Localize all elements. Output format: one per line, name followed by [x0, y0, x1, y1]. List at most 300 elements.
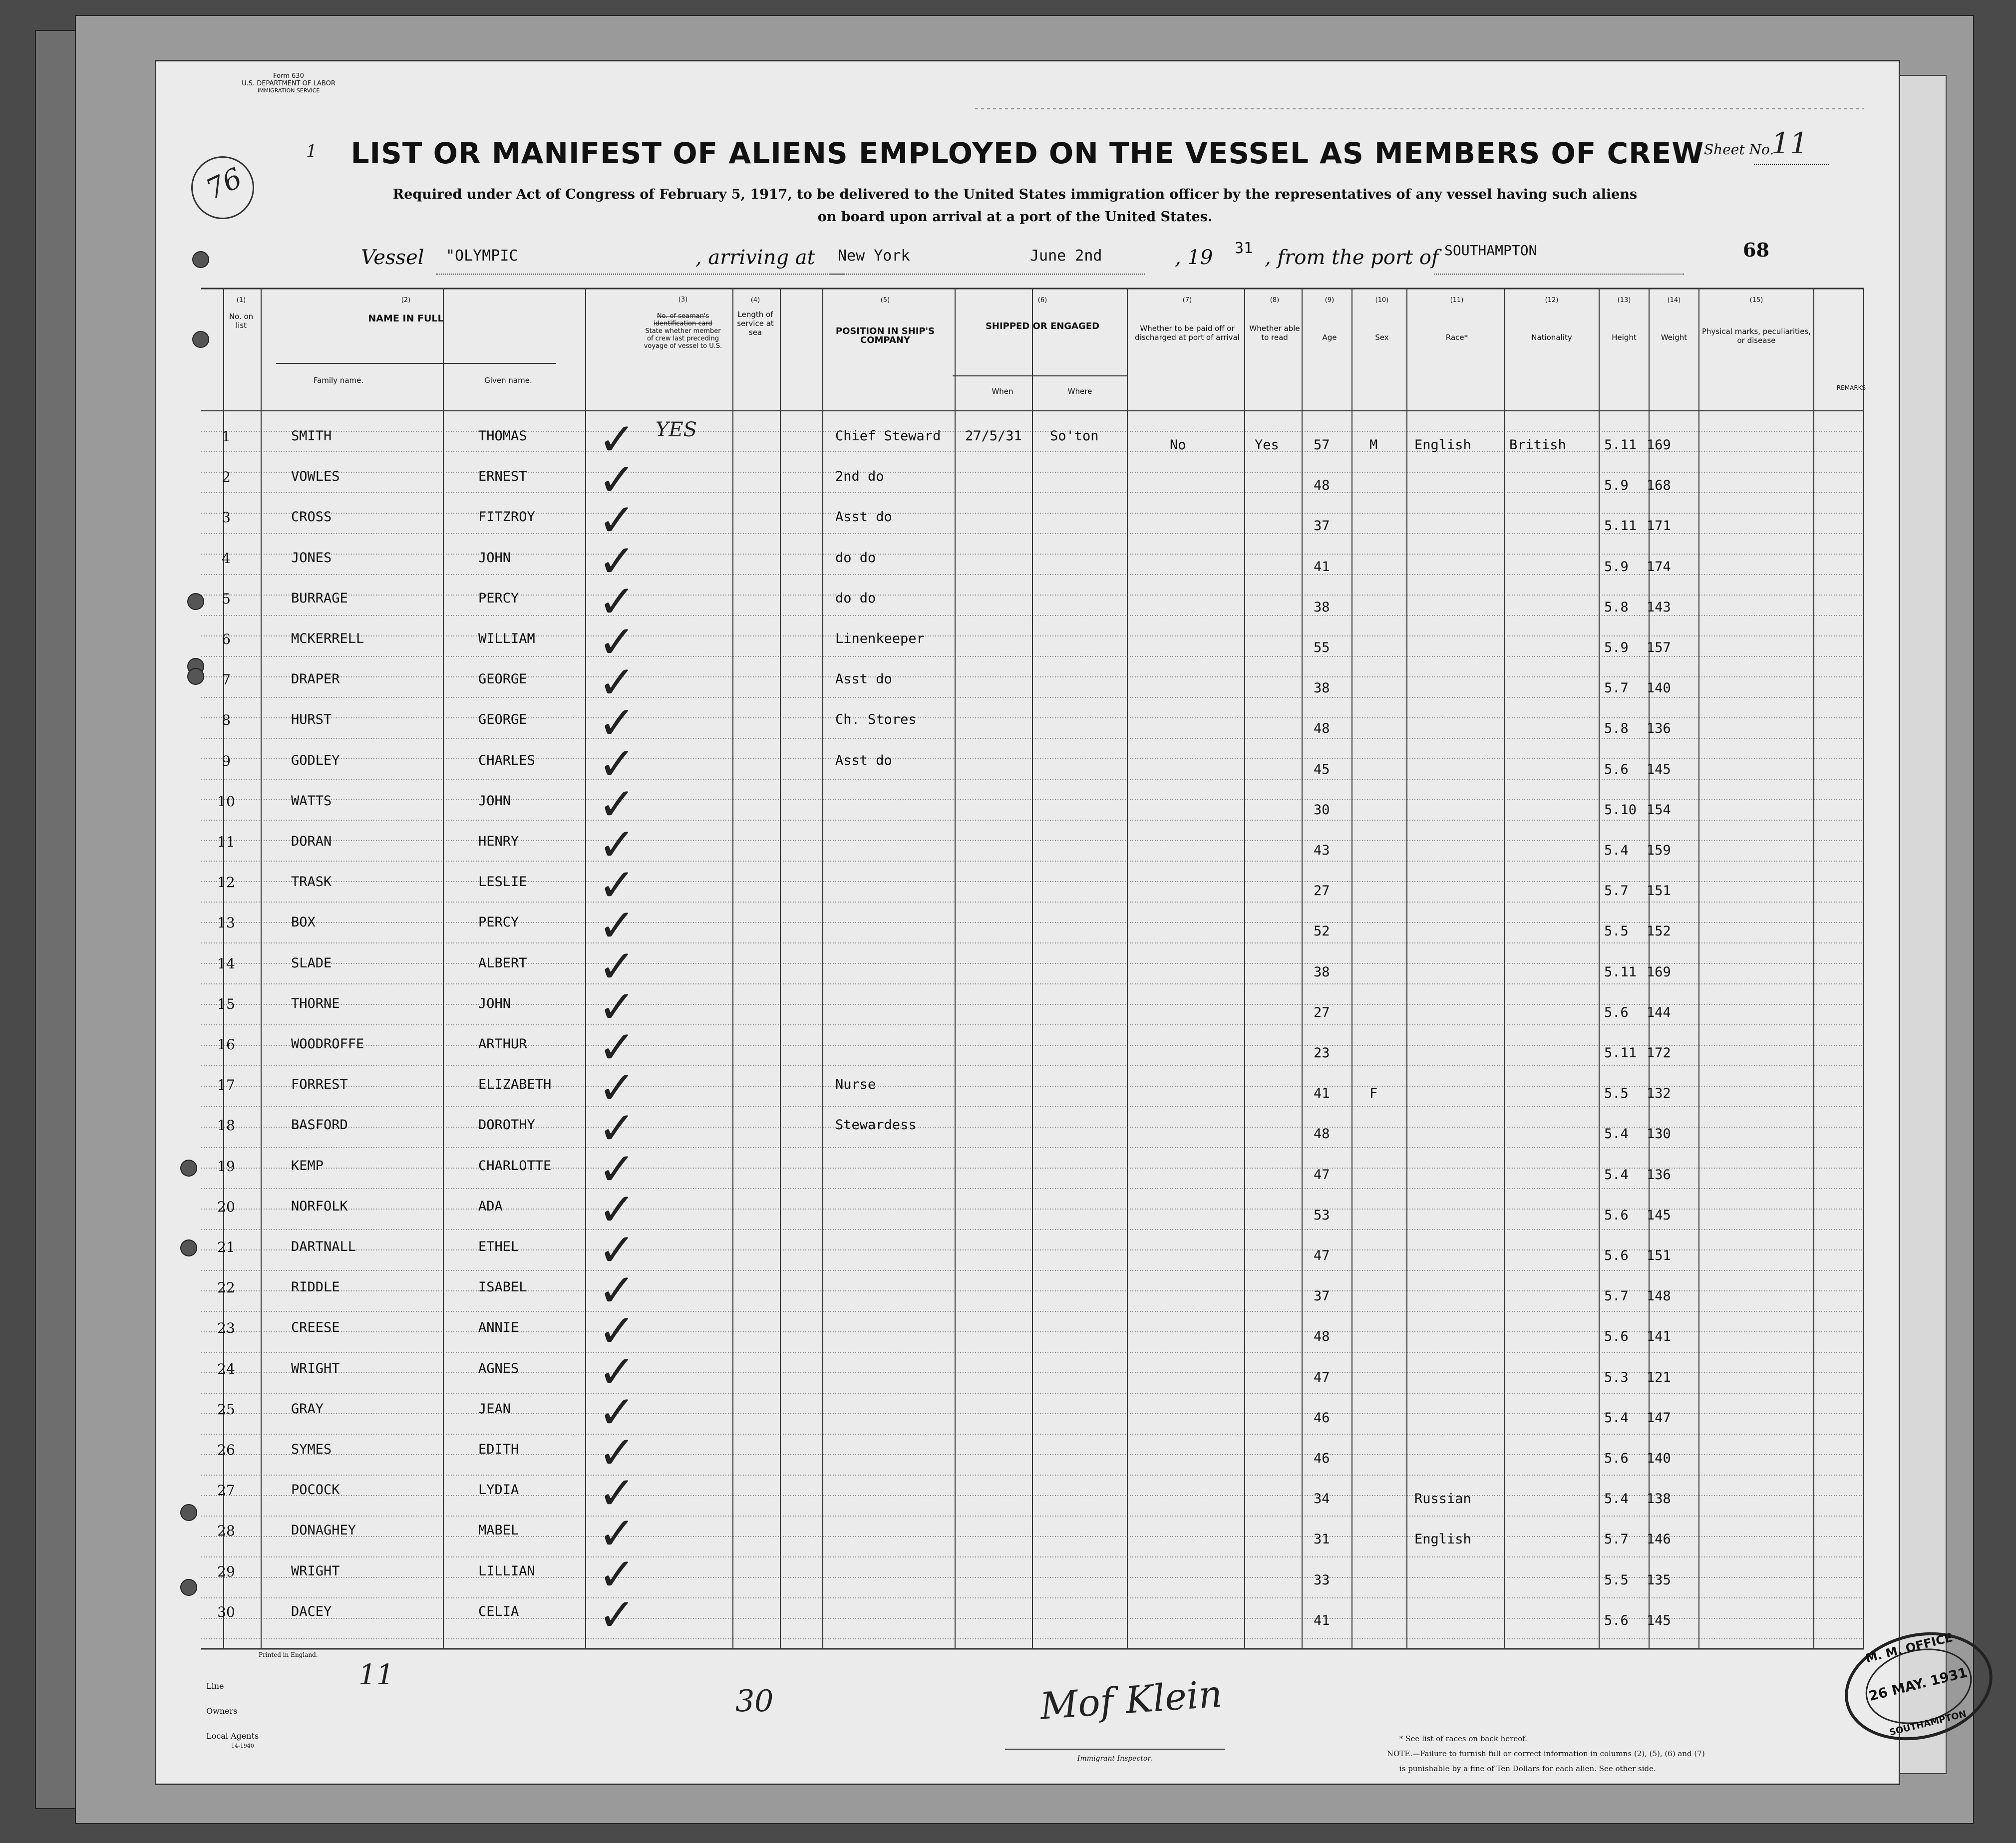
height: 5.6 [1604, 1207, 1629, 1223]
age: 34 [1314, 1491, 1330, 1507]
row-number: 29 [217, 1563, 235, 1580]
weight: 132 [1647, 1086, 1671, 1102]
page-title: LIST OR MANIFEST OF ALIENS EMPLOYED ON THE VESSEL AS MEMBERS OF CREW [350, 136, 1704, 170]
check-mark-icon: ✓ [598, 980, 636, 1033]
given-name: ARTHUR [478, 1036, 527, 1052]
handwritten-30: 30 [735, 1684, 774, 1719]
col3-header [643, 296, 723, 350]
punch-hole [192, 251, 209, 268]
given-name: PERCY [478, 915, 519, 930]
row-number: 23 [217, 1320, 235, 1337]
check-mark-icon: ✓ [598, 1021, 636, 1074]
col14-header [1649, 296, 1699, 342]
given-name: LYDIA [478, 1482, 519, 1498]
height: 5.4 [1604, 1410, 1629, 1426]
row-number: 20 [217, 1198, 235, 1215]
weight: 145 [1647, 761, 1671, 777]
sex: F [1369, 1086, 1378, 1102]
age: 38 [1314, 599, 1330, 615]
col7-number: (7) [1182, 297, 1192, 304]
col10-number: (10) [1375, 297, 1389, 304]
position: Asst do [835, 752, 892, 768]
margin-tick: 1 [306, 141, 317, 161]
paid-off: No [1170, 437, 1186, 453]
row-number: 9 [222, 752, 231, 769]
age: 30 [1314, 802, 1330, 818]
height: 5.8 [1604, 599, 1629, 615]
weight: 140 [1647, 680, 1671, 696]
height: 5.9 [1604, 559, 1629, 575]
punch-hole [192, 331, 209, 348]
age: 41 [1314, 1086, 1330, 1102]
height: 5.7 [1604, 1532, 1629, 1547]
age: 37 [1314, 518, 1330, 534]
family-name: SYMES [291, 1442, 332, 1457]
given-name: THOMAS [478, 428, 527, 444]
age: 38 [1314, 964, 1330, 980]
given-name: CHARLES [478, 752, 535, 768]
race: English [1414, 1532, 1471, 1547]
family-name: WOODROFFE [291, 1036, 364, 1052]
check-mark-icon: ✓ [598, 1183, 636, 1236]
col13-header [1599, 296, 1649, 342]
given-name: LESLIE [478, 874, 527, 890]
position: Asst do [835, 671, 892, 687]
height: 5.4 [1604, 1491, 1629, 1507]
col6b-header: Where [1067, 387, 1092, 396]
weight: 174 [1647, 559, 1671, 575]
age: 41 [1314, 1612, 1330, 1628]
col1-number: (1) [236, 297, 246, 304]
inspector-label: Immigrant Inspector. [1077, 1755, 1153, 1763]
footnote-races: * See list of races on back hereof. [1399, 1734, 1528, 1743]
check-mark-icon: ✓ [598, 940, 636, 993]
given-name: ELIZABETH [478, 1077, 552, 1093]
age: 47 [1314, 1167, 1330, 1183]
family-name: NORFOLK [291, 1198, 348, 1214]
family-name: CROSS [291, 509, 332, 525]
crew-answer: YES [656, 418, 697, 441]
weight: 141 [1647, 1329, 1671, 1345]
arriving-port: New York [838, 247, 910, 265]
age: 48 [1314, 1329, 1330, 1345]
row-number: 17 [217, 1077, 235, 1094]
department-name: U.S. DEPARTMENT OF LABOR [242, 80, 336, 87]
age: 52 [1314, 923, 1330, 939]
weight: 168 [1647, 478, 1671, 494]
weight: 121 [1647, 1369, 1671, 1385]
height: 5.7 [1604, 883, 1629, 899]
height: 5.11 [1604, 437, 1637, 453]
age: 48 [1314, 721, 1330, 737]
col11-number: (11) [1450, 297, 1464, 304]
col9-title: Age [1322, 333, 1337, 342]
col9-header [1305, 296, 1354, 342]
age: 37 [1314, 1288, 1330, 1304]
age: 38 [1314, 680, 1330, 696]
col12-header [1504, 296, 1599, 342]
col1-title: No. on list [229, 312, 254, 330]
given-name: EDITH [478, 1442, 519, 1457]
col2-number: (2) [401, 297, 411, 304]
check-mark-icon: ✓ [598, 1467, 636, 1520]
check-mark-icon: ✓ [598, 1508, 636, 1560]
age: 33 [1314, 1572, 1330, 1588]
col11-header [1409, 296, 1504, 342]
row-number: 30 [217, 1603, 235, 1620]
row-number: 1 [222, 428, 231, 445]
weight: 157 [1647, 640, 1671, 655]
height: 5.4 [1604, 843, 1629, 858]
row-number: 27 [217, 1482, 235, 1499]
weight: 169 [1647, 964, 1671, 980]
col14-title: Weight [1661, 333, 1687, 342]
race: English [1414, 437, 1471, 453]
sex: M [1369, 437, 1378, 453]
given-name: CHARLOTTE [478, 1158, 552, 1174]
col15-header [1699, 296, 1814, 345]
age: 27 [1314, 883, 1330, 899]
check-mark-icon: ✓ [598, 1264, 636, 1317]
col9-number: (9) [1325, 297, 1335, 304]
given-name: GEORGE [478, 712, 527, 728]
family-name: SLADE [291, 955, 332, 971]
height: 5.4 [1604, 1167, 1629, 1183]
punch-hole [180, 1239, 197, 1256]
age: 48 [1314, 1126, 1330, 1142]
height: 5.9 [1604, 640, 1629, 655]
col8-number: (8) [1270, 297, 1280, 304]
check-mark-icon: ✓ [598, 900, 636, 952]
given-name: JOHN [478, 793, 511, 809]
punch-hole [180, 1160, 197, 1177]
from-port: SOUTHAMPTON [1444, 242, 1537, 259]
family-name: VOWLES [291, 469, 340, 485]
col16-header: REMARKS [1836, 384, 1866, 391]
family-name: FORREST [291, 1077, 348, 1093]
col6-number: (6) [1037, 297, 1047, 304]
shipped-where: So'ton [1050, 428, 1099, 444]
weight: 169 [1647, 437, 1671, 453]
weight: 146 [1647, 1532, 1671, 1547]
family-name: DACEY [291, 1603, 332, 1619]
row-number: 2 [222, 469, 231, 486]
height: 5.5 [1604, 1572, 1629, 1588]
col2a-header: Family name. [313, 376, 364, 385]
handwritten-11: 11 [358, 1659, 394, 1691]
col13-title: Height [1612, 333, 1637, 342]
col10-title: Sex [1375, 333, 1389, 342]
given-name: LILLIAN [478, 1563, 535, 1579]
height: 5.11 [1604, 518, 1637, 534]
row-number: 8 [222, 712, 231, 729]
col6a-header: When [992, 387, 1013, 396]
row-number: 6 [222, 631, 231, 647]
stamp-office: M. M. OFFICE [1864, 1630, 1955, 1666]
row-number: 4 [222, 550, 231, 567]
col5-number: (5) [880, 297, 890, 304]
stamp-location: SOUTHAMPTON [1888, 1708, 1968, 1738]
check-mark-icon: ✓ [598, 1143, 636, 1196]
check-mark-icon: ✓ [598, 656, 636, 709]
age: 31 [1314, 1532, 1330, 1547]
weight: 148 [1647, 1288, 1671, 1304]
check-mark-icon: ✓ [598, 413, 636, 466]
height: 5.10 [1604, 802, 1637, 818]
given-name: ALBERT [478, 955, 527, 971]
family-name: CREESE [291, 1320, 340, 1336]
row-number: 25 [217, 1401, 235, 1418]
position: 2nd do [835, 469, 884, 485]
family-name: GODLEY [291, 752, 340, 768]
given-name: ANNIE [478, 1320, 519, 1336]
row-number: 10 [217, 793, 235, 810]
subtitle-line1: Required under Act of Congress of February 5, 1917, to be delivered to the United States immigration officer by the representatives of any vessel having such aliens [392, 187, 1638, 202]
row-number: 5 [222, 590, 231, 607]
check-mark-icon: ✓ [598, 819, 636, 871]
family-name: BASFORD [291, 1117, 348, 1133]
weight: 130 [1647, 1126, 1671, 1142]
row-number: 12 [217, 874, 235, 891]
height: 5.5 [1604, 1086, 1629, 1102]
age: 41 [1314, 559, 1330, 575]
inspector-signature: Mof Klein [1038, 1672, 1224, 1728]
check-mark-icon: ✓ [598, 1305, 636, 1358]
height: 5.9 [1604, 478, 1629, 494]
height: 5.8 [1604, 721, 1629, 737]
punch-hole [187, 593, 204, 610]
col15-number: (15) [1749, 297, 1763, 304]
weight: 172 [1647, 1045, 1671, 1061]
col11-title: Race* [1445, 333, 1468, 342]
local-agents-label: Local Agents [206, 1731, 259, 1741]
sheet-stamp-number: 68 [1743, 239, 1769, 261]
weight: 138 [1647, 1491, 1671, 1507]
weight: 144 [1647, 1004, 1671, 1020]
check-mark-icon: ✓ [598, 737, 636, 790]
family-name: WRIGHT [291, 1563, 340, 1579]
weight: 154 [1647, 802, 1671, 818]
punch-hole [180, 1579, 197, 1596]
row-number: 15 [217, 995, 235, 1012]
col7-header [1130, 296, 1245, 342]
form-number: Form 630 [273, 72, 304, 80]
form-code: 14-1940 [231, 1743, 254, 1749]
weight: 135 [1647, 1572, 1671, 1588]
col3-struck-title: No. of seaman's identification card [654, 312, 712, 327]
col2b-header: Given name. [484, 376, 532, 385]
punch-hole [187, 668, 204, 685]
footnote-penalty-2: is punishable by a fine of Ten Dollars for each alien. See other side. [1399, 1764, 1656, 1773]
check-mark-icon: ✓ [598, 1102, 636, 1155]
check-mark-icon: ✓ [598, 778, 636, 831]
check-mark-icon: ✓ [598, 1345, 636, 1398]
family-name: THORNE [291, 995, 340, 1011]
given-name: ADA [478, 1198, 503, 1214]
row-number: 21 [217, 1239, 235, 1255]
check-mark-icon: ✓ [598, 454, 636, 507]
able-to-read: Yes [1255, 437, 1279, 453]
col12-title: Nationality [1531, 333, 1572, 342]
height: 5.6 [1604, 1612, 1629, 1628]
age: 47 [1314, 1369, 1330, 1385]
circled-number: 76 [201, 162, 247, 207]
col4-header [733, 296, 778, 337]
row-number: 28 [217, 1523, 235, 1539]
family-name: POCOCK [291, 1482, 340, 1498]
height: 5.6 [1604, 1248, 1629, 1263]
col2-title: NAME IN FULL [368, 313, 444, 324]
col6-title: SHIPPED OR ENGAGED [985, 321, 1100, 331]
given-name: WILLIAM [478, 631, 535, 646]
check-mark-icon: ✓ [598, 575, 636, 628]
weight: 159 [1647, 843, 1671, 858]
height: 5.3 [1604, 1369, 1629, 1385]
given-name: ISABEL [478, 1279, 527, 1295]
col4-title: Length of service at sea [737, 310, 774, 337]
family-name: WRIGHT [291, 1360, 340, 1376]
col3-title: State whether member of crew last preceding voyage of vessel to U.S. [644, 327, 722, 350]
nationality: British [1509, 437, 1566, 453]
age: 43 [1314, 843, 1330, 858]
height: 5.6 [1604, 1451, 1629, 1466]
position: Asst do [835, 509, 892, 525]
row-number: 14 [217, 955, 235, 972]
position: Nurse [835, 1077, 876, 1093]
check-mark-icon: ✓ [598, 1427, 636, 1479]
age: 23 [1314, 1045, 1330, 1061]
given-name: GEORGE [478, 671, 527, 687]
year-suffix: 31 [1235, 240, 1253, 257]
given-name: FITZROY [478, 509, 535, 525]
race: Russian [1414, 1491, 1471, 1507]
col1-header [224, 296, 259, 330]
col14-number: (14) [1667, 297, 1681, 304]
row-number: 26 [217, 1442, 235, 1458]
arrival-date: June 2nd [1030, 247, 1102, 265]
subtitle-line2: on board upon arrival at a port of the United States. [817, 209, 1213, 225]
weight: 171 [1647, 518, 1671, 534]
given-name: JOHN [478, 550, 511, 566]
height: 5.4 [1604, 1126, 1629, 1142]
given-name: ERNEST [478, 469, 527, 485]
row-number: 3 [222, 509, 231, 526]
given-name: JEAN [478, 1401, 511, 1417]
col10-header [1354, 296, 1409, 342]
family-name: BURRAGE [291, 590, 348, 606]
family-name: HURST [291, 712, 332, 728]
family-name: MCKERRELL [291, 631, 364, 646]
given-name: MABEL [478, 1523, 519, 1538]
weight: 151 [1647, 1248, 1671, 1263]
punch-hole [180, 1504, 197, 1521]
col6-header [955, 296, 1130, 331]
check-mark-icon: ✓ [598, 859, 636, 912]
check-mark-icon: ✓ [598, 1062, 636, 1115]
given-name: JOHN [478, 995, 511, 1011]
row-number: 16 [217, 1036, 235, 1053]
col8-header [1245, 296, 1305, 342]
check-mark-icon: ✓ [598, 535, 636, 588]
col4-number: (4) [750, 297, 760, 304]
sheet-number: 11 [1771, 126, 1808, 160]
weight: 151 [1647, 883, 1671, 899]
height: 5.6 [1604, 1004, 1629, 1020]
family-name: DRAPER [291, 671, 340, 687]
service-name: IMMIGRATION SERVICE [257, 87, 320, 94]
age: 48 [1314, 478, 1330, 494]
footnote [1387, 1731, 1886, 1776]
signature-rule [1005, 1749, 1225, 1750]
printed-in-england: Printed in England. [259, 1651, 318, 1658]
given-name: ETHEL [478, 1239, 519, 1254]
position: do do [835, 590, 876, 606]
shipped-when: 27/5/31 [965, 428, 1022, 444]
height: 5.11 [1604, 1045, 1637, 1061]
family-name: JONES [291, 550, 332, 566]
col13-number: (13) [1617, 297, 1631, 304]
height: 5.6 [1604, 761, 1629, 777]
family-name: SMITH [291, 428, 332, 444]
age: 53 [1314, 1207, 1330, 1223]
family-name: BOX [291, 915, 316, 930]
manifest-page [155, 60, 1969, 1785]
age: 45 [1314, 761, 1330, 777]
position: Ch. Stores [835, 712, 917, 728]
family-name: GRAY [291, 1401, 324, 1417]
check-mark-icon: ✓ [598, 1224, 636, 1276]
check-mark-icon: ✓ [598, 494, 636, 547]
weight: 145 [1647, 1207, 1671, 1223]
check-mark-icon: ✓ [598, 1588, 636, 1641]
given-name: HENRY [478, 834, 519, 849]
stamp-date: 26 MAY. 1931 [1867, 1665, 1969, 1705]
weight: 152 [1647, 923, 1671, 939]
family-name: RIDDLE [291, 1279, 340, 1295]
owners-label: Owners [206, 1706, 238, 1716]
given-name: AGNES [478, 1360, 519, 1376]
year-prefix: , 19 [1175, 246, 1213, 269]
family-name: KEMP [291, 1158, 324, 1174]
given-name: DOROTHY [478, 1117, 535, 1133]
given-name: CELIA [478, 1603, 519, 1619]
family-name: DARTNALL [291, 1239, 356, 1254]
col5-title: POSITION IN SHIP'S COMPANY [835, 326, 935, 345]
family-name: DONAGHEY [291, 1523, 356, 1538]
col2-header [281, 296, 531, 323]
height: 5.7 [1604, 1288, 1629, 1304]
col12-number: (12) [1545, 297, 1559, 304]
col7-title: Whether to be paid off or discharged at port of arrival [1135, 324, 1240, 342]
age: 27 [1314, 1004, 1330, 1020]
check-mark-icon: ✓ [598, 1386, 636, 1439]
adjacent-sheet-edge [1897, 75, 1947, 1774]
row-number: 13 [217, 915, 235, 931]
vessel-label: Vessel [361, 246, 424, 269]
row-number: 11 [217, 834, 235, 850]
check-mark-icon: ✓ [598, 616, 636, 668]
arriving-label: , arriving at [695, 246, 815, 269]
weight: 140 [1647, 1451, 1671, 1466]
position: Linenkeeper [835, 631, 925, 646]
row-number: 24 [217, 1360, 235, 1377]
family-name: DORAN [291, 834, 332, 849]
height: 5.5 [1604, 923, 1629, 939]
line-label: Line [206, 1681, 224, 1691]
family-name: TRASK [291, 874, 332, 890]
row-number: 22 [217, 1279, 235, 1296]
from-port-label: , from the port of [1265, 246, 1439, 269]
